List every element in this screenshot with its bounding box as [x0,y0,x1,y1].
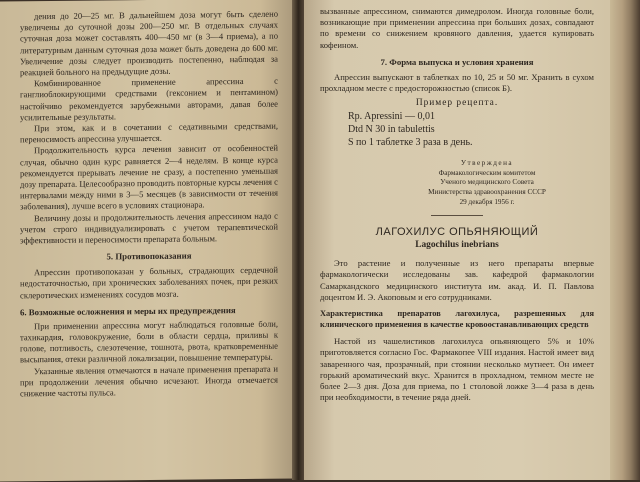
section-heading-contraindications: 5. Противопоказания [106,250,192,262]
section-heading-complications: 6. Возможные осложнения и меры их предупреждения [20,304,236,318]
paragraph: Указанные явления отмечаются в начале применения препарата и при продолжении лечения обычно исчезают. Иногда отмечается снижение частоты пульса. [20,363,278,399]
approval-line: Фармакологическим комитетом [438,168,536,177]
paragraph: Настой из чашелистиков лагохилуса опьяняющего 5% и 10% приготовляется согласно Гос. Фармакопее VIII издания. Настой имеет вид заваренного чая, прозрачный, при стоянии несколько мутнеет. Он имеет горький ароматический вкус. Хранится в прохладном, темном месте не более 2—3 дня. Доза для приема, по 1 столовой ложке 3—4 раза в день при необходимости, в течение ряда дней. [320,336,594,403]
prescription-line: Dtd N 30 in tabulettis [348,124,435,136]
paragraph: Апрессин выпускают в таблетках по 10, 25 и 50 мг. Хранить в сухом прохладном месте с предосторожностью (список Б). [320,71,594,94]
drug-title: ЛАГОХИЛУС ОПЬЯНЯЮЩИЙ [375,226,539,239]
characteristics-heading: Характеристика препаратов лагохилуса, разрешенных для клинического применения в качестве кровоостанавливающих средств [320,309,594,329]
paragraph: Апрессин противопоказан у больных, страдающих сердечной недостаточностью, при хронических заболеваниях почек, при резких склеротических изменениях сосудов мозга. [20,264,278,301]
approval-title: Утверждена [460,159,514,168]
book-page-edge [610,0,640,480]
paragraph: Это растение и полученные из него препараты впервые фармакологически исследованы зав. кафедрой фармакологии Самаркандского медицинского института им. акад. И. П. Павлова доцентом И. Э. Акоповым и его сотрудниками. [320,258,594,302]
paragraph: При этом, как и в сочетании с седативными средствами, переносимость апрессина улучшается. [20,120,278,145]
divider [431,215,483,216]
prescription-heading: Пример рецепта. [415,98,499,109]
paragraph: вызванные апрессином, снимаются димедролом. Иногда головные боли, возникающие при применении апрессина при больших дозах, совпадают по времени со снижением кровяного давления, удается купировать кофеином. [320,6,594,50]
approval-line: Министерства здравоохранения СССР [428,188,546,196]
right-page [304,0,610,480]
approval-block [380,159,594,207]
approval-line: Ученого медицинского Совета [440,178,534,187]
paragraph: Величину дозы и продолжительность лечения апрессином надо с учетом строго индивидуализировать с учетом терапевтической эффективности и переносимости препарата больным. [20,210,278,246]
paragraph: дения до 20—25 мг. В дальнейшем доза могут быть сделено увеличены до суточной дозы 200—250 мг. В отдельных случаях суточная доза может составлять 400—450 мг (в 3—4 приема), а по литературным данным суточная доза может быть доведена до 600 мг. Увеличение дозы следует производить постепенно, наблюдая за реакцией больного на предыдущие дозы. [20,8,278,78]
approval-date: 29 декабря 1956 г. [459,197,515,206]
section-heading-release-form: 7. Форма выпуска и условия хранения [380,56,534,67]
paragraph: Продолжительность курса лечения зависит от особенностей случая, обычно один курс равняется 2—4 неделям. В конце курса рекомендуется прерывать лечение не сразу, а постепенно уменьшая дозу препарата. Целесообразно проводить повторные курсы лечения с интервалами между ними в 3—5 месяцев (в зависимости от течения заболевания), лучше всего в условиях стационара. [20,143,278,212]
drug-latin-name: Lagochilus inebrians [415,240,499,251]
prescription-line: Rp. Apressini — 0,01 [348,111,435,123]
paragraph: При применении апрессина могут наблюдаться головные боли, тахикардия, головокружение, боли в области сердца, приливы к голове, потливость, слезотечение, тошнота, рвота, кратковременные высыпания, отеки различной локализации, повышение температуры. [20,318,278,365]
paragraph: Комбинированное применение апрессина с ганглиоблокирующими средствами (гексонием и пентамином) настойчиво рекомендуется зарубежными авторами, давая более усилительные результаты. [20,75,278,123]
left-page [0,0,296,482]
prescription-line: S по 1 таблетке 3 раза в день. [348,137,473,149]
